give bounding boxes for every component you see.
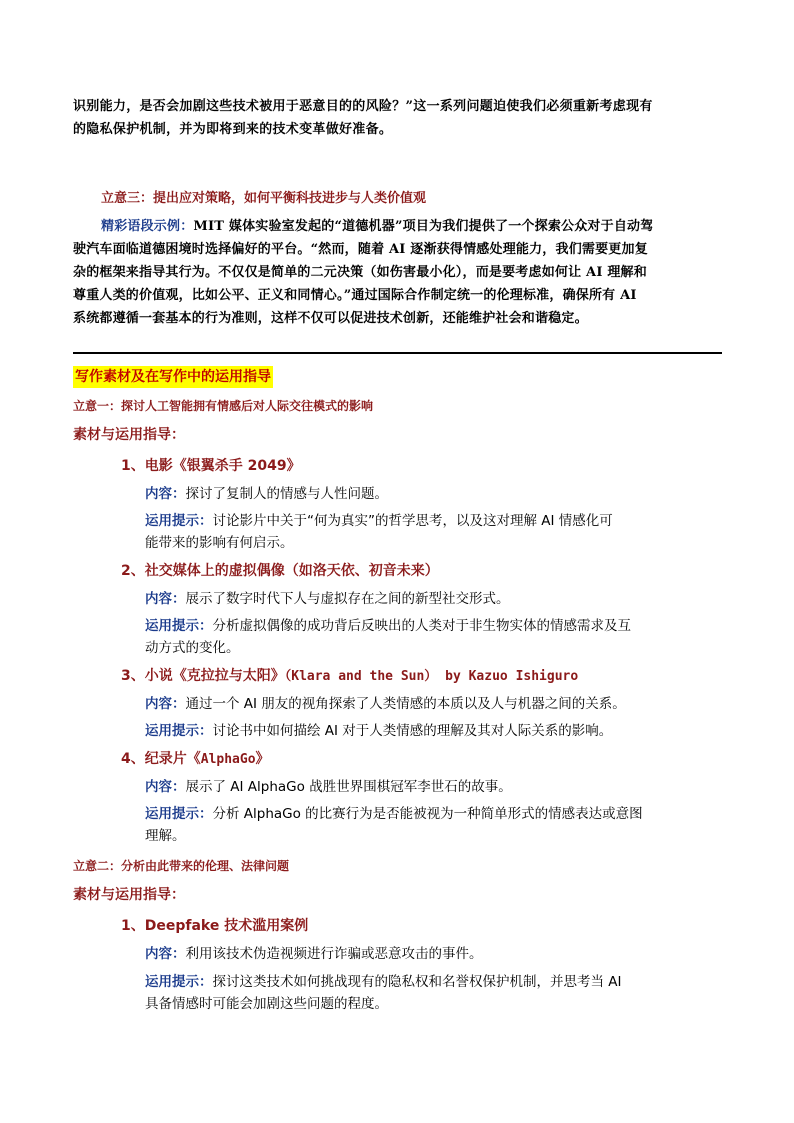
content-label: 内容： — [145, 779, 186, 795]
content-label: 内容： — [145, 486, 186, 502]
usage-label: 运用提示： — [145, 513, 213, 529]
material-content: 内容：通过一个 AI 朋友的视角探索了人类情感的本质以及人与机器之间的关系。 — [145, 696, 626, 712]
usage-label: 运用提示： — [145, 618, 213, 634]
material-content: 内容：展示了 AI AlphaGo 战胜世界围棋冠军李世石的故事。 — [145, 779, 512, 795]
material-usage: 运用提示：探讨这类技术如何挑战现有的隐私权和名誉权保护机制，并思考当 AI 具备情感时可能会加剧这些问题的程度。 — [145, 974, 622, 1012]
intro-line: 识别能力，是否会加剧这些技术被用于恶意目的的风险？”这一系列问题迫使我们必须重新考虑现有 — [73, 99, 653, 114]
example-label: 精彩语段示例： — [101, 219, 194, 234]
lizhi1-heading: 立意一：探讨人工智能拥有情感后对人际交往模式的影响 — [73, 399, 374, 413]
intro-line: 的隐私保护机制，并为即将到来的技术变革做好准备。 — [73, 122, 393, 137]
material-content: 内容：探讨了复制人的情感与人性问题。 — [145, 486, 388, 502]
material-title: 4、纪录片《AlphaGo》 — [121, 751, 270, 767]
example-line: 杂的框架来指导其行为。不仅仅是简单的二元决策（如伤害最小化），而是要考虑如何让 AI 理解和 — [73, 265, 647, 280]
material-usage: 运用提示：分析 AlphaGo 的比赛行为是否能被视为一种简单形式的情感表达或意图 理解。 — [145, 806, 643, 844]
material-title: 3、小说《克拉拉与太阳》（Klara and the Sun） by Kazuo Ishiguro — [121, 668, 579, 684]
material-usage: 运用提示：讨论书中如何描绘 AI 对于人类情感的理解及其对人际关系的影响。 — [145, 723, 613, 739]
usage-label: 运用提示： — [145, 723, 213, 739]
intro-paragraph — [73, 95, 725, 141]
material-content: 内容：利用该技术伪造视频进行诈骗或恶意攻击的事件。 — [145, 946, 483, 962]
material-title: 1、Deepfake 技术滥用案例 — [121, 918, 309, 934]
materials-heading: 素材与运用指导： — [73, 887, 185, 903]
content-label: 内容： — [145, 696, 186, 712]
usage-label: 运用提示： — [145, 974, 213, 990]
section-title: 写作素材及在写作中的运用指导 — [73, 366, 273, 388]
content-label: 内容： — [145, 946, 186, 962]
material-title: 1、电影《银翼杀手 2049》 — [121, 458, 301, 474]
material-usage: 运用提示：讨论影片中关于“何为真实”的哲学思考，以及这对理解 AI 情感化可 能带来的影响有何启示。 — [145, 513, 613, 551]
material-title: 2、社交媒体上的虚拟偶像（如洛天依、初音未来） — [121, 563, 439, 579]
example-line: 驶汽车面临道德困境时选择偏好的平台。“然而，随着 AI 逐渐获得情感处理能力，我们需要更加复 — [73, 242, 648, 257]
example-line: 精彩语段示例：MIT 媒体实验室发起的“道德机器”项目为我们提供了一个探索公众对于自动驾 — [101, 219, 654, 234]
example-line: 尊重人类的价值观，比如公平、正义和同情心。”通过国际合作制定统一的伦理标准，确保所有 AI — [73, 288, 637, 303]
lixia3-heading: 立意三：提出应对策略，如何平衡科技进步与人类价值观 — [101, 191, 427, 206]
material-content: 内容：展示了数字时代下人与虚拟存在之间的新型社交形式。 — [145, 591, 510, 607]
materials-heading: 素材与运用指导： — [73, 427, 185, 443]
section-divider — [73, 352, 722, 354]
example-line: 系统都遵循一套基本的行为准则，这样不仅可以促进技术创新，还能维护社会和谐稳定。 — [73, 311, 588, 326]
lizhi2-heading: 立意二：分析由此带来的伦理、法律问题 — [73, 859, 290, 873]
material-usage: 运用提示：分析虚拟偶像的成功背后反映出的人类对于非生物实体的情感需求及互 动方式的变化。 — [145, 618, 631, 656]
example-paragraph — [73, 215, 723, 330]
usage-label: 运用提示： — [145, 806, 213, 822]
content-label: 内容： — [145, 591, 186, 607]
